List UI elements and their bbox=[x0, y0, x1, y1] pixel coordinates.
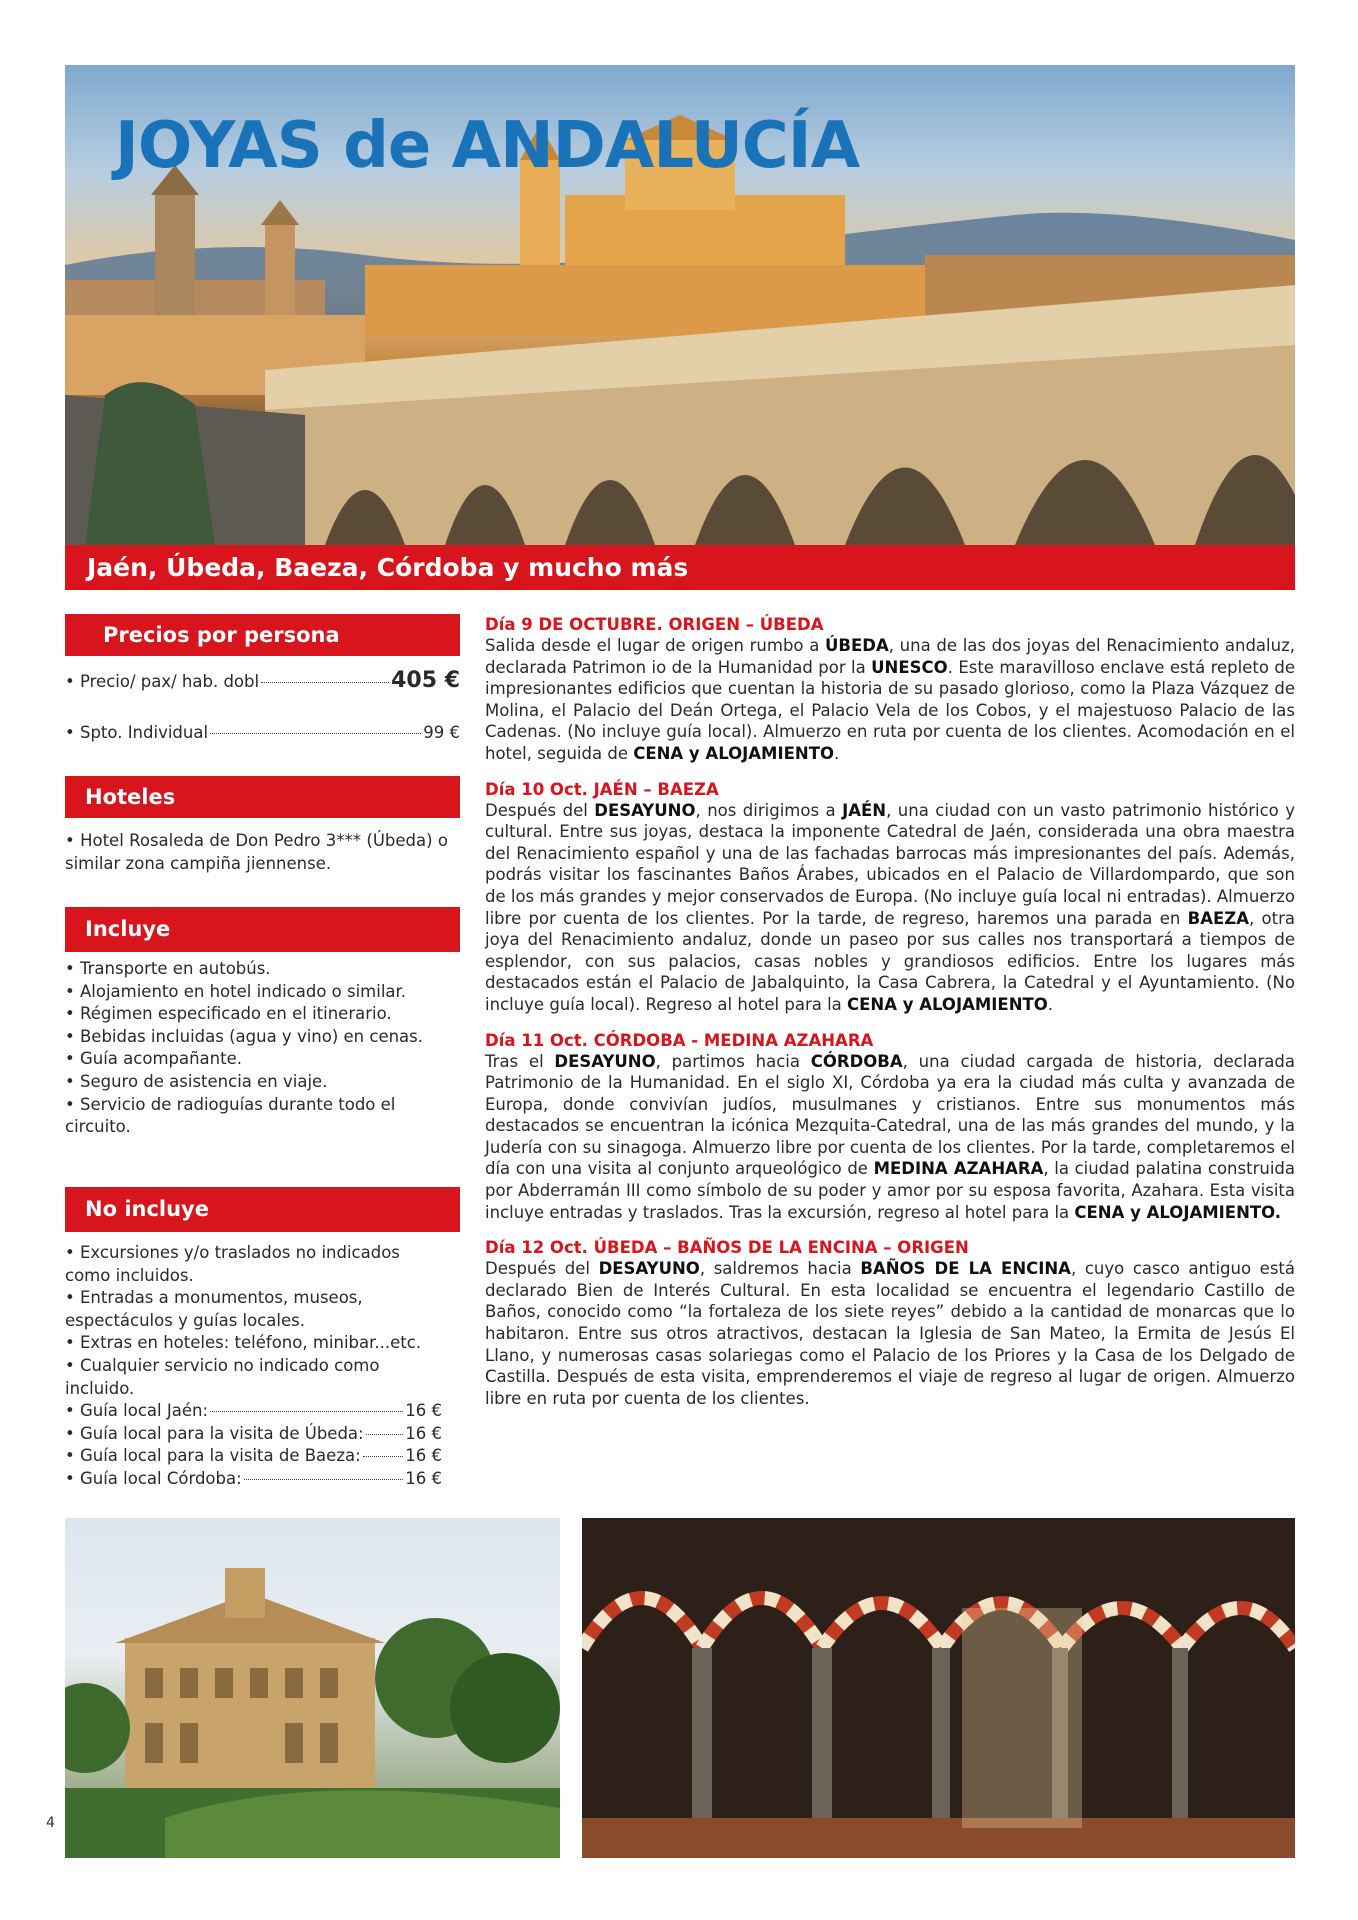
hotels-heading: Hoteles bbox=[65, 776, 460, 818]
dot-leader bbox=[210, 1411, 403, 1412]
subtitle-banner: Jaén, Úbeda, Baeza, Córdoba y mucho más bbox=[65, 545, 1295, 590]
day-text: Después del DESAYUNO, saldremos hacia BAÑOS DE LA ENCINA, cuyo casco antiguo está declarado Bien de Interés Cultural. En esta localidad se encuentra el legendario Castillo de Baños, conocido como “la fortaleza de los siete reyes” debido a la cantidad de monarcas que lo habitaron. Entre sus otros atractivos, destacan la Iglesia de San Mateo, la Ermita de Jesús El Llano, y numerosas casas solariegas como el Palacio de los Priores y la Casa de los Delgado de Castilla. Después de esta visita, emprenderemos el viaje de regreso al lugar de origen. Almuerzo libre en ruta por cuenta de los clientes. bbox=[485, 1259, 1295, 1408]
list-item: • Guía acompañante. bbox=[65, 1049, 242, 1069]
list-item: • Entradas a monumentos, museos, espectáculos y guías locales. bbox=[65, 1288, 363, 1330]
guide-label: • Guía local Córdoba: bbox=[65, 1468, 242, 1488]
excludes-heading: No incluye bbox=[65, 1187, 460, 1232]
dot-leader bbox=[366, 1434, 404, 1435]
guide-label: • Guía local Jaén: bbox=[65, 1401, 208, 1421]
day-text: Salida desde el lugar de origen rumbo a ÚBEDA, una de las dos joyas del Renacimiento andaluz, declarada Patrimon io de la Humanidad por la UNESCO. Este maravilloso enclave está repleto de impresionantes edificios que cuentan la historia de su pasado glorioso, como la Plaza Vázquez de Molina, el Palacio del Deán Ortega, el Palacio Vela de los Cobos, y el majestuoso Palacio de las Cadenas. (No incluye guía local). Almuerzo en ruta por cuenta de los clientes. Acomodación en el hotel, seguida de CENA y ALOJAMIENTO. bbox=[485, 636, 1295, 763]
itinerary bbox=[485, 614, 1295, 1423]
day-title: Día 10 Oct. JAÉN – BAEZA bbox=[485, 779, 719, 799]
page-number: 4 bbox=[46, 1815, 55, 1831]
prices-heading: Precios por persona bbox=[65, 614, 460, 656]
day-title: Día 11 Oct. CÓRDOBA - MEDINA AZAHARA bbox=[485, 1030, 874, 1050]
dot-leader bbox=[363, 1456, 404, 1457]
price-double-label: • Precio/ pax/ hab. dobl bbox=[65, 672, 260, 691]
itinerary-day bbox=[485, 1030, 1295, 1224]
list-item: • Extras en hoteles: teléfono, minibar...etc. bbox=[65, 1333, 422, 1353]
page-title: JOYAS de ANDALUCÍA bbox=[115, 109, 860, 183]
guide-price-row bbox=[65, 1423, 442, 1446]
list-item: • Excursiones y/o traslados no indicados como incluidos. bbox=[65, 1243, 400, 1285]
prices-section bbox=[65, 614, 460, 742]
price-double-row bbox=[65, 668, 460, 693]
list-item: • Transporte en autobús. bbox=[65, 959, 271, 978]
includes-heading: Incluye bbox=[65, 907, 460, 952]
guide-price: 16 € bbox=[405, 1423, 442, 1443]
price-single-label: • Spto. Individual bbox=[65, 723, 209, 742]
price-single-value: 99 € bbox=[423, 723, 460, 742]
dot-leader bbox=[210, 733, 421, 734]
list-item: • Alojamiento en hotel indicado o similar. bbox=[65, 981, 407, 1001]
guide-price-row bbox=[65, 1445, 442, 1468]
guide-price: 16 € bbox=[405, 1446, 442, 1466]
hotels-text: • Hotel Rosaleda de Don Pedro 3*** (Úbeda) o similar zona campiña jiennense. bbox=[65, 831, 448, 873]
dot-leader bbox=[261, 682, 389, 683]
dot-leader bbox=[244, 1479, 404, 1480]
palace-illustration bbox=[65, 1518, 560, 1858]
price-double-value: 405 € bbox=[391, 668, 460, 693]
itinerary-day bbox=[485, 779, 1295, 1016]
list-item: • Bebidas incluidas (agua y vino) en cenas. bbox=[65, 1026, 424, 1046]
guide-price: 16 € bbox=[405, 1468, 442, 1488]
day-text: Tras el DESAYUNO, partimos hacia CÓRDOBA, una ciudad cargada de historia, declarada Patrimonio de la Humanidad. En el siglo XI, Córdoba ya era la ciudad más culta y avanzada de Europa, donde convivían judíos, musulmanes y cristianos. Entre sus monumentos más destacados se encuentran la icónica Mezquita-Catedral, una de las más grandes del mundo, y la Judería con su sinagoga. Almuerzo libre por cuenta de los clientes. Por la tarde, completaremos el día con una visita al conjunto arqueológico de MEDINA AZAHARA, la ciudad palatina construida por Abderramán III como símbolo de su poder y amor por su esposa favorita, Azahara. Esta visita incluye entradas y traslados. Tras la excursión, regreso al hotel para la CENA y ALOJAMIENTO. bbox=[485, 1051, 1295, 1222]
excludes-section bbox=[65, 1187, 460, 1491]
mezquita-interior-photo bbox=[582, 1518, 1295, 1858]
itinerary-day bbox=[485, 1237, 1295, 1409]
hero-image bbox=[65, 65, 1295, 545]
day-title: Día 9 DE OCTUBRE. ORIGEN – ÚBEDA bbox=[485, 615, 824, 634]
list-item: • Seguro de asistencia en viaje. bbox=[65, 1071, 328, 1091]
guide-label: • Guía local para la visita de Baeza: bbox=[65, 1446, 361, 1466]
guide-price-row bbox=[65, 1468, 442, 1491]
guide-price: 16 € bbox=[405, 1401, 442, 1421]
excludes-list bbox=[65, 1242, 460, 1491]
day-title: Día 12 Oct. ÚBEDA – BAÑOS DE LA ENCINA – ORIGEN bbox=[485, 1238, 969, 1258]
list-item: • Cualquier servicio no indicado como incluido. bbox=[65, 1355, 380, 1398]
price-single-row bbox=[65, 723, 460, 742]
guide-label: • Guía local para la visita de Úbeda: bbox=[65, 1423, 364, 1443]
itinerary-day bbox=[485, 614, 1295, 765]
hotels-section bbox=[65, 776, 460, 875]
list-item: • Régimen especificado en el itinerario. bbox=[65, 1004, 392, 1024]
includes-list bbox=[65, 958, 460, 1139]
list-item: • Servicio de radioguías durante todo el circuito. bbox=[65, 1094, 396, 1137]
arches-illustration bbox=[582, 1518, 1295, 1858]
day-text: Después del DESAYUNO, nos dirigimos a JAÉN, una ciudad con un vasto patrimonio histórico y cultural. Entre sus joyas, destaca la imponente Catedral de Jaén, considerada una obra maestra del Renacimiento español y una de las fachadas barrocas más impresionantes del país. Además, podrás visitar los fascinantes Baños Árabes, ubicados en el Palacio de Villardompardo, que son de los más grandes y mejor conservados de Europa. (No incluye guía local ni entradas). Almuerzo libre por cuenta de los clientes. Por la tarde, de regreso, haremos una parada en BAEZA, otra joya del Renacimiento andaluz, donde un paseo por sus calles nos transportará a tiempos de esplendor, con sus palacios, casas nobles y grandiosos edificios. Entre los lugares más destacados están el Palacio de Jabalquinto, la Casa Cabrera, la Catedral y el Ayuntamiento. (No incluye guía local). Regreso al hotel para la CENA y ALOJAMIENTO. bbox=[485, 800, 1296, 1014]
includes-section bbox=[65, 907, 460, 1139]
ubeda-palace-photo bbox=[65, 1518, 560, 1858]
guide-price-row bbox=[65, 1400, 442, 1423]
